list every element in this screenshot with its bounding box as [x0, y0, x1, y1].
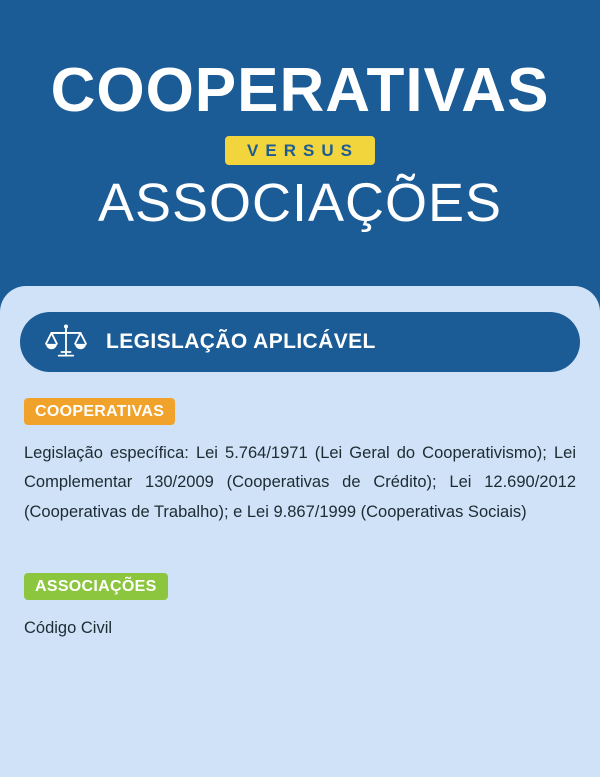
section-header: [20, 312, 580, 372]
entry-associacoes-text: Código Civil: [24, 619, 113, 638]
entry-cooperativas-tag-row: [24, 398, 580, 425]
content-panel: [0, 286, 600, 777]
page-title: COOPERATIVAS: [50, 56, 550, 125]
entry-associacoes-tag-row: [24, 573, 580, 600]
header-banner: [0, 0, 600, 286]
versus-badge: VERSUS: [225, 136, 375, 165]
scales-of-justice-icon: [44, 322, 88, 362]
section-title: LEGISLAÇÃO APLICÁVEL: [106, 330, 376, 353]
tag-cooperativas: COOPERATIVAS: [24, 398, 175, 425]
entry-cooperativas-text: Legislação específica: Lei 5.764/1971 (Lei Geral do Cooperativismo); Lei Complementar 130/2009 (Cooperativas de Crédito); Lei 12.690/2012 (Cooperativas de Trabalho); e Lei 9.867/1999 (Cooperativas Sociais): [24, 444, 576, 521]
page-subtitle: ASSOCIAÇÕES: [97, 173, 503, 233]
tag-associacoes: ASSOCIAÇÕES: [24, 573, 168, 600]
versus-badge-wrapper: [0, 136, 600, 165]
